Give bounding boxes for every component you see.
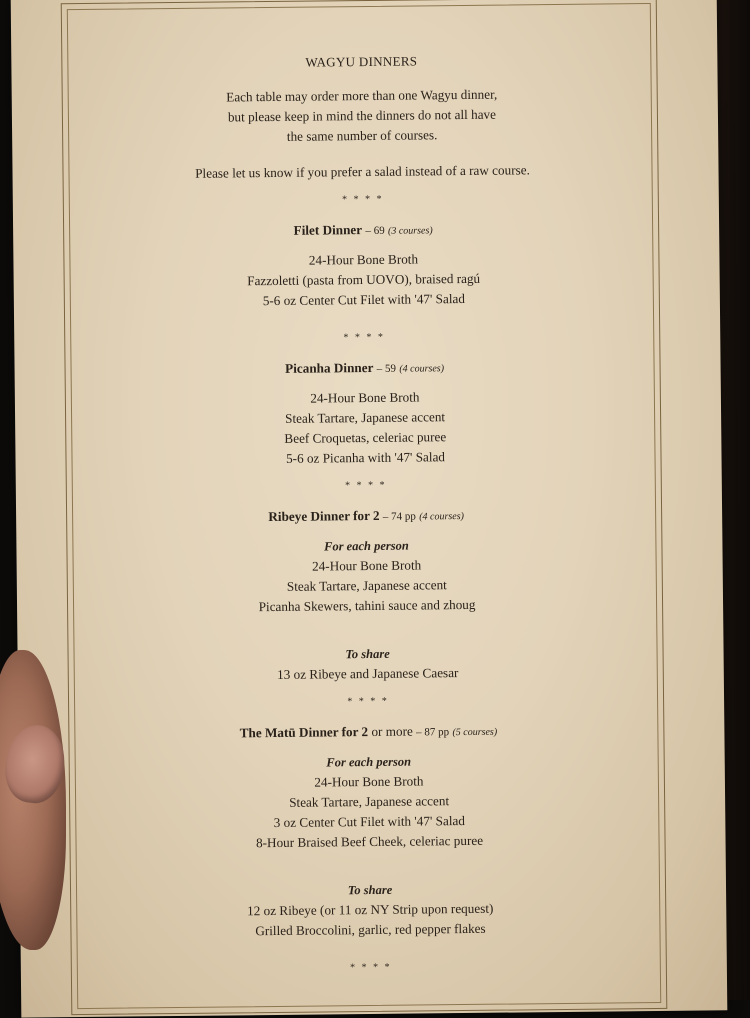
- separator: * * * *: [342, 193, 384, 206]
- menu-item: 12 oz Ribeye (or 11 oz NY Strip upon request): [247, 900, 494, 919]
- menu-item: 24-Hour Bone Broth: [310, 389, 420, 406]
- dinner-name: Ribeye Dinner for 2: [268, 507, 380, 525]
- for-each-person-label: For each person: [323, 538, 409, 554]
- menu-item: Steak Tartare, Japanese accent: [289, 793, 450, 810]
- menu-item: 3 oz Center Cut Filet with '47' Salad: [273, 813, 465, 831]
- dinner-price: – 59: [376, 362, 397, 375]
- menu-item: 24-Hour Bone Broth: [308, 251, 419, 268]
- menu-item: 13 oz Ribeye and Japanese Caesar: [277, 665, 459, 682]
- ribeye-dinner-heading: [76, 503, 656, 531]
- dinner-price: – 87 pp: [416, 726, 450, 739]
- to-share-label: To share: [347, 882, 393, 898]
- menu-intro: [72, 83, 653, 185]
- for-each-person-label: For each person: [326, 754, 412, 770]
- menu-item: 24-Hour Bone Broth: [314, 773, 424, 790]
- menu-item: Grilled Broccolini, garlic, red pepper flakes: [255, 920, 486, 939]
- salad-note: Please let us know if you prefer a salad instead of a raw course.: [195, 162, 530, 181]
- menu-item: Steak Tartare, Japanese accent: [286, 577, 447, 594]
- menu-item: 24-Hour Bone Broth: [311, 557, 422, 574]
- separator: * * * *: [343, 331, 386, 344]
- menu-item: Beef Croquetas, celeriac puree: [284, 429, 447, 446]
- menu-item: Picanha Skewers, tahini sauce and zhoug: [258, 596, 476, 615]
- menu-content: [71, 49, 661, 991]
- dinner-courses: (3 courses): [387, 225, 433, 237]
- dinner-name: The Matū Dinner for 2: [239, 724, 369, 741]
- menu-item: Fazzoletti (pasta from UOVO), braised ragú: [247, 270, 481, 289]
- dinner-name: Filet Dinner: [293, 222, 363, 238]
- separator: * * * *: [344, 479, 387, 492]
- menu-item: 5-6 oz Center Cut Filet with '47' Salad: [262, 290, 466, 309]
- picanha-dinner-heading: [74, 355, 654, 383]
- menu-item: 5-6 oz Picanha with '47' Salad: [285, 449, 446, 466]
- dinner-name: Picanha Dinner: [285, 359, 374, 376]
- dinner-courses: (5 courses): [452, 726, 498, 739]
- separator: * * * *: [350, 961, 392, 974]
- dinner-price: – 69: [365, 224, 385, 238]
- dinner-price: – 74 pp: [382, 510, 416, 523]
- menu-item: 8-Hour Braised Beef Cheek, celeriac puree: [255, 832, 484, 851]
- dinner-name-suffix: or more: [371, 723, 413, 739]
- separator: * * * *: [347, 695, 389, 708]
- intro-line: but please keep in mind the dinners do not all have: [227, 106, 497, 125]
- filet-dinner-heading: [73, 217, 653, 245]
- intro-line: Each table may order more than one Wagyu dinner,: [226, 86, 498, 105]
- dinner-courses: (4 courses): [419, 511, 464, 523]
- to-share-label: To share: [345, 646, 390, 662]
- menu-paper: [11, 0, 728, 1018]
- intro-line: the same number of courses.: [286, 127, 438, 144]
- menu-title: WAGYU DINNERS: [305, 53, 418, 70]
- matu-dinner-heading: [78, 719, 658, 747]
- dinner-courses: (4 courses): [399, 363, 445, 375]
- menu-item: Steak Tartare, Japanese accent: [285, 409, 446, 426]
